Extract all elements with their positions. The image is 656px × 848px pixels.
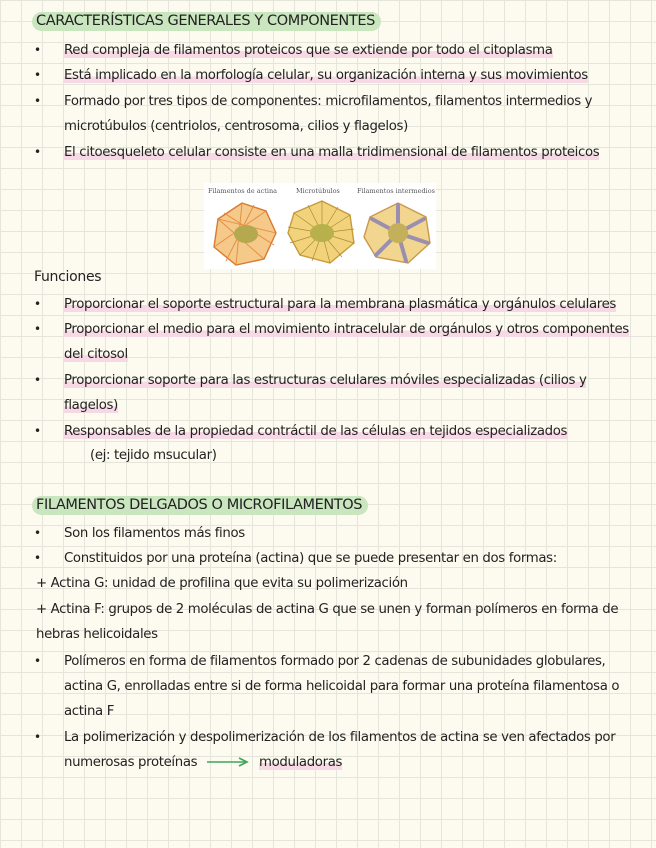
bullet-movimiento-intracelular: • Proporcionar el medio para el movimiento intracelular de orgánulos y otros componentes del citosol	[64, 317, 644, 367]
cytoskeleton-figure	[204, 183, 436, 269]
figure-label-actina: Filamentos de actina	[208, 187, 278, 195]
actina-g-line: + Actina G: unidad de profilina que evita su polimerización	[36, 576, 408, 591]
actina-f-line: + Actina F: grupos de 2 moléculas de actina G que se unen y forman polímeros en forma de hebras helicoidales	[36, 602, 619, 642]
cell-actina-drawing	[214, 203, 276, 265]
example-tejido: (ej: tejido msucular)	[90, 448, 217, 463]
cell-illustrations	[204, 183, 436, 269]
bullet-morfologia: • Está implicado en la morfología celular, su organización interna y sus movimientos	[64, 63, 644, 88]
functions-title: Funciones	[34, 269, 102, 285]
bullet-actina-formas: • Constituidos por una proteína (actina) que se puede presentar en dos formas:	[64, 546, 644, 571]
bullet-polimerizacion: • La polimerización y despolimerización de los filamentos de actina se ven afectados por numerosas proteínas moduladoras	[64, 725, 644, 775]
moduladoras-text: moduladoras	[259, 755, 343, 770]
figure-label-microtubulos: Microtúbulos	[296, 187, 340, 195]
bullet-propiedad-contractil: • Responsables de la propiedad contráctil de las células en tejidos especializados	[64, 419, 644, 444]
bullet-filamentos-finos: • Son los filamentos más finos	[64, 521, 644, 546]
cell-microtubulos-drawing	[288, 201, 354, 263]
section-title-caracteristicas: CARACTERÍSTICAS GENERALES Y COMPONENTES	[32, 12, 381, 31]
bullet-red-compleja: • Red compleja de filamentos proteicos que se extiende por todo el citoplasma	[64, 38, 644, 63]
bullet-polimeros: • Polímeros en forma de filamentos formado por 2 cadenas de subunidades globulares, actina G, enrolladas entre si de forma helicoidal para formar una proteína filamentosa o actina F	[64, 649, 644, 724]
bullet-componentes: • Formado por tres tipos de componentes: microfilamentos, filamentos intermedios y microtúbulos (centriolos, centrosoma, cilios y flagelos)	[64, 89, 644, 139]
bullet-soporte-estructural: • Proporcionar el soporte estructural para la membrana plasmática y orgánulos celulares	[64, 292, 644, 317]
figure-label-intermedios: Filamentos intermedios	[357, 187, 435, 195]
arrow-right-icon	[205, 756, 251, 768]
section-title-microfilamentos: FILAMENTOS DELGADOS O MICROFILAMENTOS	[32, 496, 368, 515]
bullet-malla: • El citoesqueleto celular consiste en una malla tridimensional de filamentos proteicos	[64, 140, 644, 165]
bullet-estructuras-moviles: • Proporcionar soporte para las estructuras celulares móviles especializadas (cilios y flagelos)	[64, 368, 644, 418]
cell-intermedios-drawing	[364, 203, 430, 263]
